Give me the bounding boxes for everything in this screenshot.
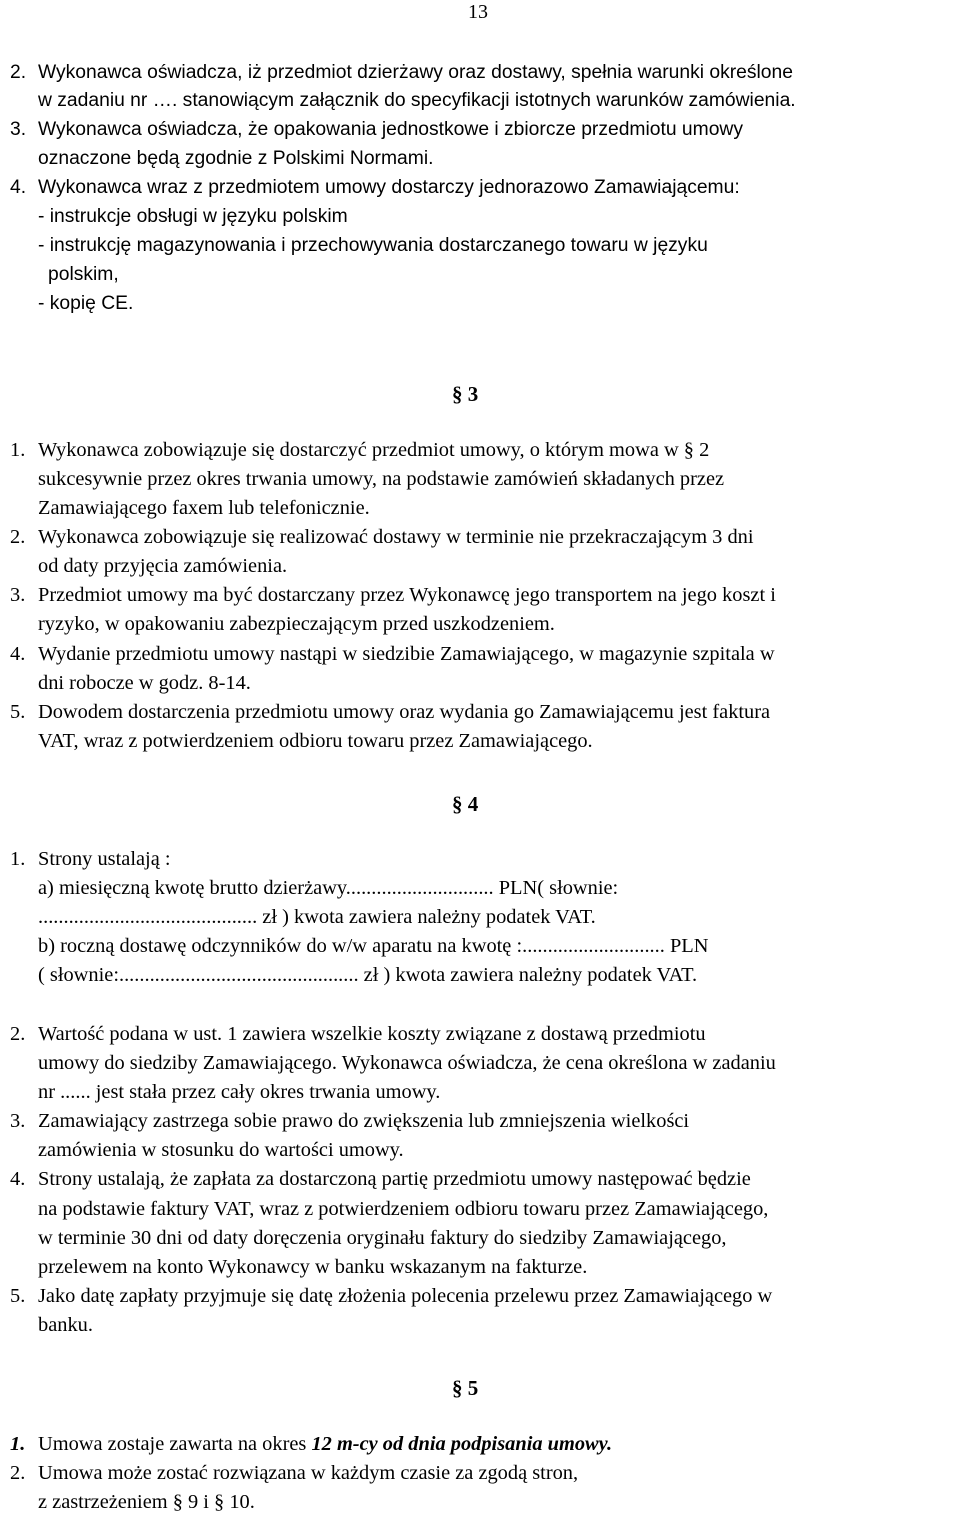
list-item: 4. Strony ustalają, że zapłata za dostarczoną partię przedmiotu umowy następować będzie bbox=[10, 1168, 751, 1190]
text-line: od daty przyjęcia zamówienia. bbox=[38, 555, 288, 577]
list-item: 3. Przedmiot umowy ma być dostarczany przez Wykonawcę jego transportem na jego koszt i bbox=[10, 584, 776, 606]
text-line: dni robocze w godz. 8-14. bbox=[38, 672, 251, 694]
text-line: banku. bbox=[38, 1314, 93, 1336]
text-line: z zastrzeżeniem § 9 i § 10. bbox=[38, 1491, 255, 1513]
page-number: 13 bbox=[468, 1, 488, 23]
list-item: 3. Wykonawca oświadcza, że opakowania jednostkowe i zbiorcze przedmiotu umowy bbox=[10, 119, 743, 140]
text-line: b) roczną dostawę odczynników do w/w aparatu na kwotę :............................ PLN bbox=[38, 935, 709, 957]
list-item: 5. Dowodem dostarczenia przedmiotu umowy oraz wydania go Zamawiającemu jest faktura bbox=[10, 701, 771, 723]
list-item: 4. Wydanie przedmiotu umowy nastąpi w siedzibie Zamawiającego, w magazynie szpitala w bbox=[10, 643, 775, 665]
text-line: ( słownie:............................................... zł ) kwota zawiera należny podatek VAT. bbox=[38, 964, 698, 986]
list-item: 2. Wykonawca zobowiązuje się realizować dostawy w terminie nie przekraczającym 3 dni bbox=[10, 526, 754, 548]
text-line: - instrukcję magazynowania i przechowywania dostarczanego towaru w języku bbox=[38, 235, 708, 256]
text-line: nr ...... jest stała przez cały okres trwania umowy. bbox=[38, 1081, 441, 1103]
text-line: - instrukcje obsługi w języku polskim bbox=[38, 206, 348, 227]
text-line: w zadaniu nr …. stanowiącym załącznik do specyfikacji istotnych warunków zamówienia. bbox=[38, 90, 796, 111]
list-item: 1. Strony ustalają : bbox=[10, 848, 171, 870]
list-item: 1. Wykonawca zobowiązuje się dostarczyć przedmiot umowy, o którym mowa w § 2 bbox=[10, 439, 710, 461]
section-heading-3: § 3 bbox=[452, 382, 479, 406]
list-item: 3. Zamawiający zastrzega sobie prawo do zwiększenia lub zmniejszenia wielkości bbox=[10, 1110, 690, 1132]
text-line: umowy do siedziby Zamawiającego. Wykonawca oświadcza, że cena określona w zadaniu bbox=[38, 1052, 776, 1074]
section-heading-5: § 5 bbox=[452, 1376, 479, 1400]
list-item: 4. Wykonawca wraz z przedmiotem umowy dostarczy jednorazowo Zamawiającemu: bbox=[10, 177, 740, 198]
list-item: 2. Wartość podana w ust. 1 zawiera wszelkie koszty związane z dostawą przedmiotu bbox=[10, 1023, 706, 1045]
text-line: polskim, bbox=[48, 264, 119, 285]
section-heading-4: § 4 bbox=[452, 792, 479, 816]
text-line: ryzyko, w opakowaniu zabezpieczającym przed uszkodzeniem. bbox=[38, 613, 555, 635]
text-line: a) miesięczną kwotę brutto dzierżawy............................. PLN( słownie: bbox=[38, 877, 619, 899]
text-line: sukcesywnie przez okres trwania umowy, na podstawie zamówień składanych przez bbox=[38, 468, 725, 490]
text-line: VAT, wraz z potwierdzeniem odbioru towaru przez Zamawiającego. bbox=[38, 730, 593, 752]
text-line: ........................................... zł ) kwota zawiera należny podatek VAT. bbox=[38, 906, 596, 928]
text-line: oznaczone będą zgodnie z Polskimi Normami. bbox=[38, 148, 434, 169]
list-item: 5. Jako datę zapłaty przyjmuje się datę złożenia polecenia przelewu przez Zamawiającego w bbox=[10, 1285, 773, 1307]
text-line: Zamawiającego faxem lub telefonicznie. bbox=[38, 497, 370, 519]
list-item: 1. Umowa zostaje zawarta na okres 12 m-cy od dnia podpisania umowy. bbox=[10, 1433, 613, 1455]
list-item: 2. Wykonawca oświadcza, iż przedmiot dzierżawy oraz dostawy, spełnia warunki określone bbox=[10, 62, 793, 83]
list-item: 2. Umowa może zostać rozwiązana w każdym czasie za zgodą stron, bbox=[10, 1462, 579, 1484]
text-line: przelewem na konto Wykonawcy w banku wskazanym na fakturze. bbox=[38, 1256, 588, 1278]
text-line: na podstawie faktury VAT, wraz z potwierdzeniem odbioru towaru przez Zamawiającego, bbox=[38, 1198, 769, 1220]
text-line: w terminie 30 dni od daty doręczenia oryginału faktury do siedziby Zamawiającego, bbox=[38, 1227, 727, 1249]
text-line: - kopię CE. bbox=[38, 293, 134, 314]
text-line: zamówienia w stosunku do wartości umowy. bbox=[38, 1139, 404, 1161]
